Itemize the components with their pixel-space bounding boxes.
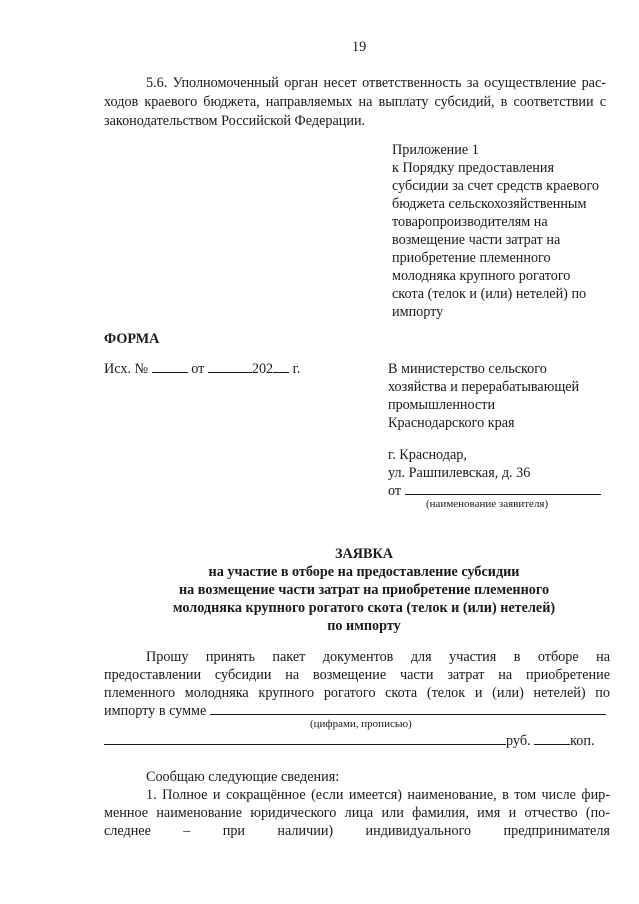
appendix-line: к Порядку предоставления	[392, 160, 554, 176]
info-line-spread	[104, 822, 610, 840]
clause-line: ходов краевого бюджета, направляемых на выплату субсидий, в соответствии с	[104, 94, 606, 110]
request-line: племенного молодняка крупного рогатого скота (телок и (или) нетелей) по	[104, 685, 610, 701]
addressee-line: промышленности	[388, 397, 496, 413]
appendix-line: импорту	[392, 304, 444, 320]
page-number: 19	[352, 39, 367, 55]
appendix-line: возмещение части затрат на	[392, 232, 561, 248]
outgoing-from: от	[191, 361, 205, 377]
info-word: индивидуального	[365, 823, 472, 839]
outgoing-year-suffix: г.	[292, 361, 301, 377]
info-word: –	[183, 823, 191, 839]
appendix-line: приобретение племенного	[392, 250, 551, 266]
addressee-street: ул. Рашпилевская, д. 36	[388, 465, 531, 481]
clause-line: 5.6. Уполномоченный орган несет ответственность за осуществление рас-	[146, 75, 606, 91]
applicant-from: от	[388, 483, 402, 499]
amount-label: импорту в сумме	[104, 703, 207, 719]
application-title-line: по импорту	[327, 618, 401, 634]
request-line: Прошу принять пакет документов для участия в отборе на	[146, 649, 610, 665]
kop-label: коп.	[570, 733, 595, 749]
addressee-line: В министерство сельского	[388, 361, 547, 377]
outgoing-date-blank	[208, 360, 252, 373]
appendix-line: товаропроизводителям на	[392, 214, 548, 230]
info-line: менное наименование юридического лица или фамилия, имя и отчество (по-	[104, 805, 610, 821]
applicant-name-blank	[405, 482, 601, 495]
amount-hint: (цифрами, прописью)	[310, 718, 412, 730]
application-title-line: на возмещение части затрат на приобретение племенного	[178, 582, 550, 598]
outgoing-number-blank	[152, 360, 188, 373]
info-intro: Сообщаю следующие сведения:	[146, 769, 340, 785]
request-line: предоставлении субсидии на возмещение части затрат на приобретение	[104, 667, 610, 683]
info-word: наличии)	[277, 823, 334, 839]
amount-blank	[210, 702, 606, 715]
form-label: ФОРМА	[104, 331, 160, 347]
info-line: 1. Полное и сокращённое (если имеется) наименование, в том числе фир-	[146, 787, 610, 803]
appendix-title: Приложение 1	[392, 142, 479, 158]
application-title-line: на участие в отборе на предоставление субсидии	[208, 564, 520, 580]
amount-words-blank	[104, 732, 506, 745]
appendix-line: скота (телок и (или) нетелей) по	[392, 286, 587, 302]
applicant-hint: (наименование заявителя)	[426, 498, 549, 510]
outgoing-year-blank	[273, 360, 289, 373]
info-word: при	[222, 823, 246, 839]
outgoing-number-line	[104, 360, 300, 378]
outgoing-year: 202	[251, 361, 274, 377]
appendix-line: молодняка крупного рогатого	[392, 268, 571, 284]
kop-blank	[534, 732, 570, 745]
info-word: предпринимателя	[503, 823, 610, 839]
addressee-line: хозяйства и перерабатывающей	[388, 379, 580, 395]
info-word: следнее	[104, 823, 151, 839]
amount-line-2	[104, 732, 595, 750]
outgoing-prefix: Исх. №	[104, 361, 149, 377]
application-title-line: молодняка крупного рогатого скота (телок и (или) нетелей)	[172, 600, 556, 616]
rub-label: руб.	[506, 733, 531, 749]
addressee-line: Краснодарского края	[388, 415, 515, 431]
appendix-line: субсидии за счет средств краевого	[392, 178, 600, 194]
application-heading: ЗАЯВКА	[335, 546, 393, 562]
addressee-city: г. Краснодар,	[388, 447, 467, 463]
clause-line: законодательством Российской Федерации.	[104, 113, 366, 129]
appendix-line: бюджета сельскохозяйственным	[392, 196, 587, 212]
